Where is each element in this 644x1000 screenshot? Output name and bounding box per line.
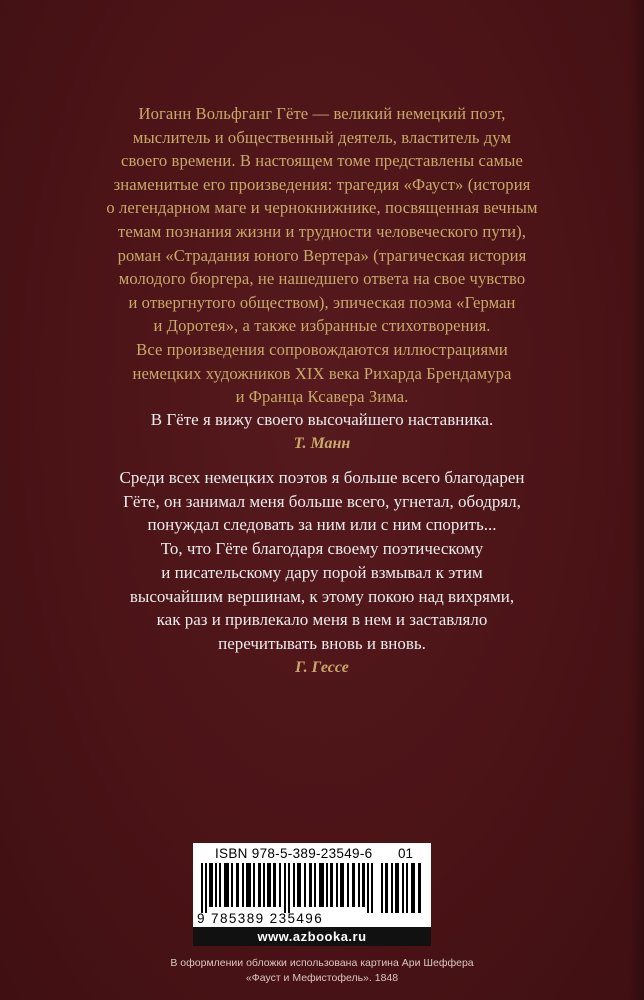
barcode-addon-bars <box>381 863 423 913</box>
quote-line: В Гёте я вижу своего высочайшего наставника. <box>150 410 494 429</box>
description-line: и Франца Ксавера Зима. <box>235 387 409 407</box>
description-line: роман «Страдания юного Вертера» (трагическая история <box>117 245 527 265</box>
description-line: своего времени. В настоящем томе представлены самые <box>121 151 523 171</box>
quote-line: как раз и привлекало меня в нем и заставляло <box>156 610 488 630</box>
cover-edge-shadow <box>630 0 644 1000</box>
description-line: молодого бюргера, не нашедшего ответа на свое чувство <box>118 269 526 289</box>
description-line: и Доротея», а также избранные стихотворения. <box>153 316 491 336</box>
description-line: о легендарном маге и чернокнижнике, посвященная вечным <box>106 198 538 218</box>
quote-line: Гёте, он занимал меня больше всего, угнетал, ободрял, <box>123 491 521 511</box>
quote-line: понуждал следовать за ним или с ним спорить... <box>147 515 497 535</box>
quote-mann <box>60 408 584 455</box>
description-line: Иоганн Вольфганг Гёте — великий немецкий поэт, <box>138 104 506 123</box>
quote-author: Г. Гессе <box>295 658 349 676</box>
cover-art-title: «Фауст и Мефистофель». 1848 <box>245 972 399 984</box>
ean-digits: 9 785389 235496 <box>197 911 324 926</box>
cover-art-credit: В оформлении обложки использована картина Ари Шеффера <box>170 957 474 969</box>
isbn-barcode <box>193 843 431 946</box>
quote-line: Среди всех немецких поэтов я больше всего благодарен <box>119 468 525 487</box>
description-line: темам познания жизни и трудности человеческого пути), <box>118 221 526 241</box>
quote-line: То, что Гёте благодаря своему поэтическому <box>160 539 484 559</box>
quote-line: высочайшим вершинам, к этому покою над вихрями, <box>129 586 515 606</box>
description-line: и отвергнутого обществом), эпическая поэма «Герман <box>128 292 516 312</box>
description-line: знаменитые его произведения: трагедия «Фауст» (история <box>113 174 531 194</box>
barcode-bars <box>201 863 373 913</box>
description-line: мыслитель и общественный деятель, властитель дум <box>132 127 512 147</box>
publisher-url: www.azbooka.ru <box>193 927 431 946</box>
quote-hesse <box>60 466 584 679</box>
quote-line: и писательскому дару порой взмывал к этим <box>161 562 483 582</box>
description-line: Все произведения сопровождаются иллюстрациями <box>136 339 508 359</box>
isbn-number: ISBN 978-5-389-23549-6 <box>215 846 373 861</box>
book-description <box>60 102 584 409</box>
description-line: немецких художников XIX века Рихарда Брендамура <box>132 363 512 383</box>
quote-line: перечитывать вновь и вновь. <box>218 633 426 653</box>
barcode-addon-code: 01 <box>398 846 414 861</box>
quote-author: Т. Манн <box>293 434 351 452</box>
